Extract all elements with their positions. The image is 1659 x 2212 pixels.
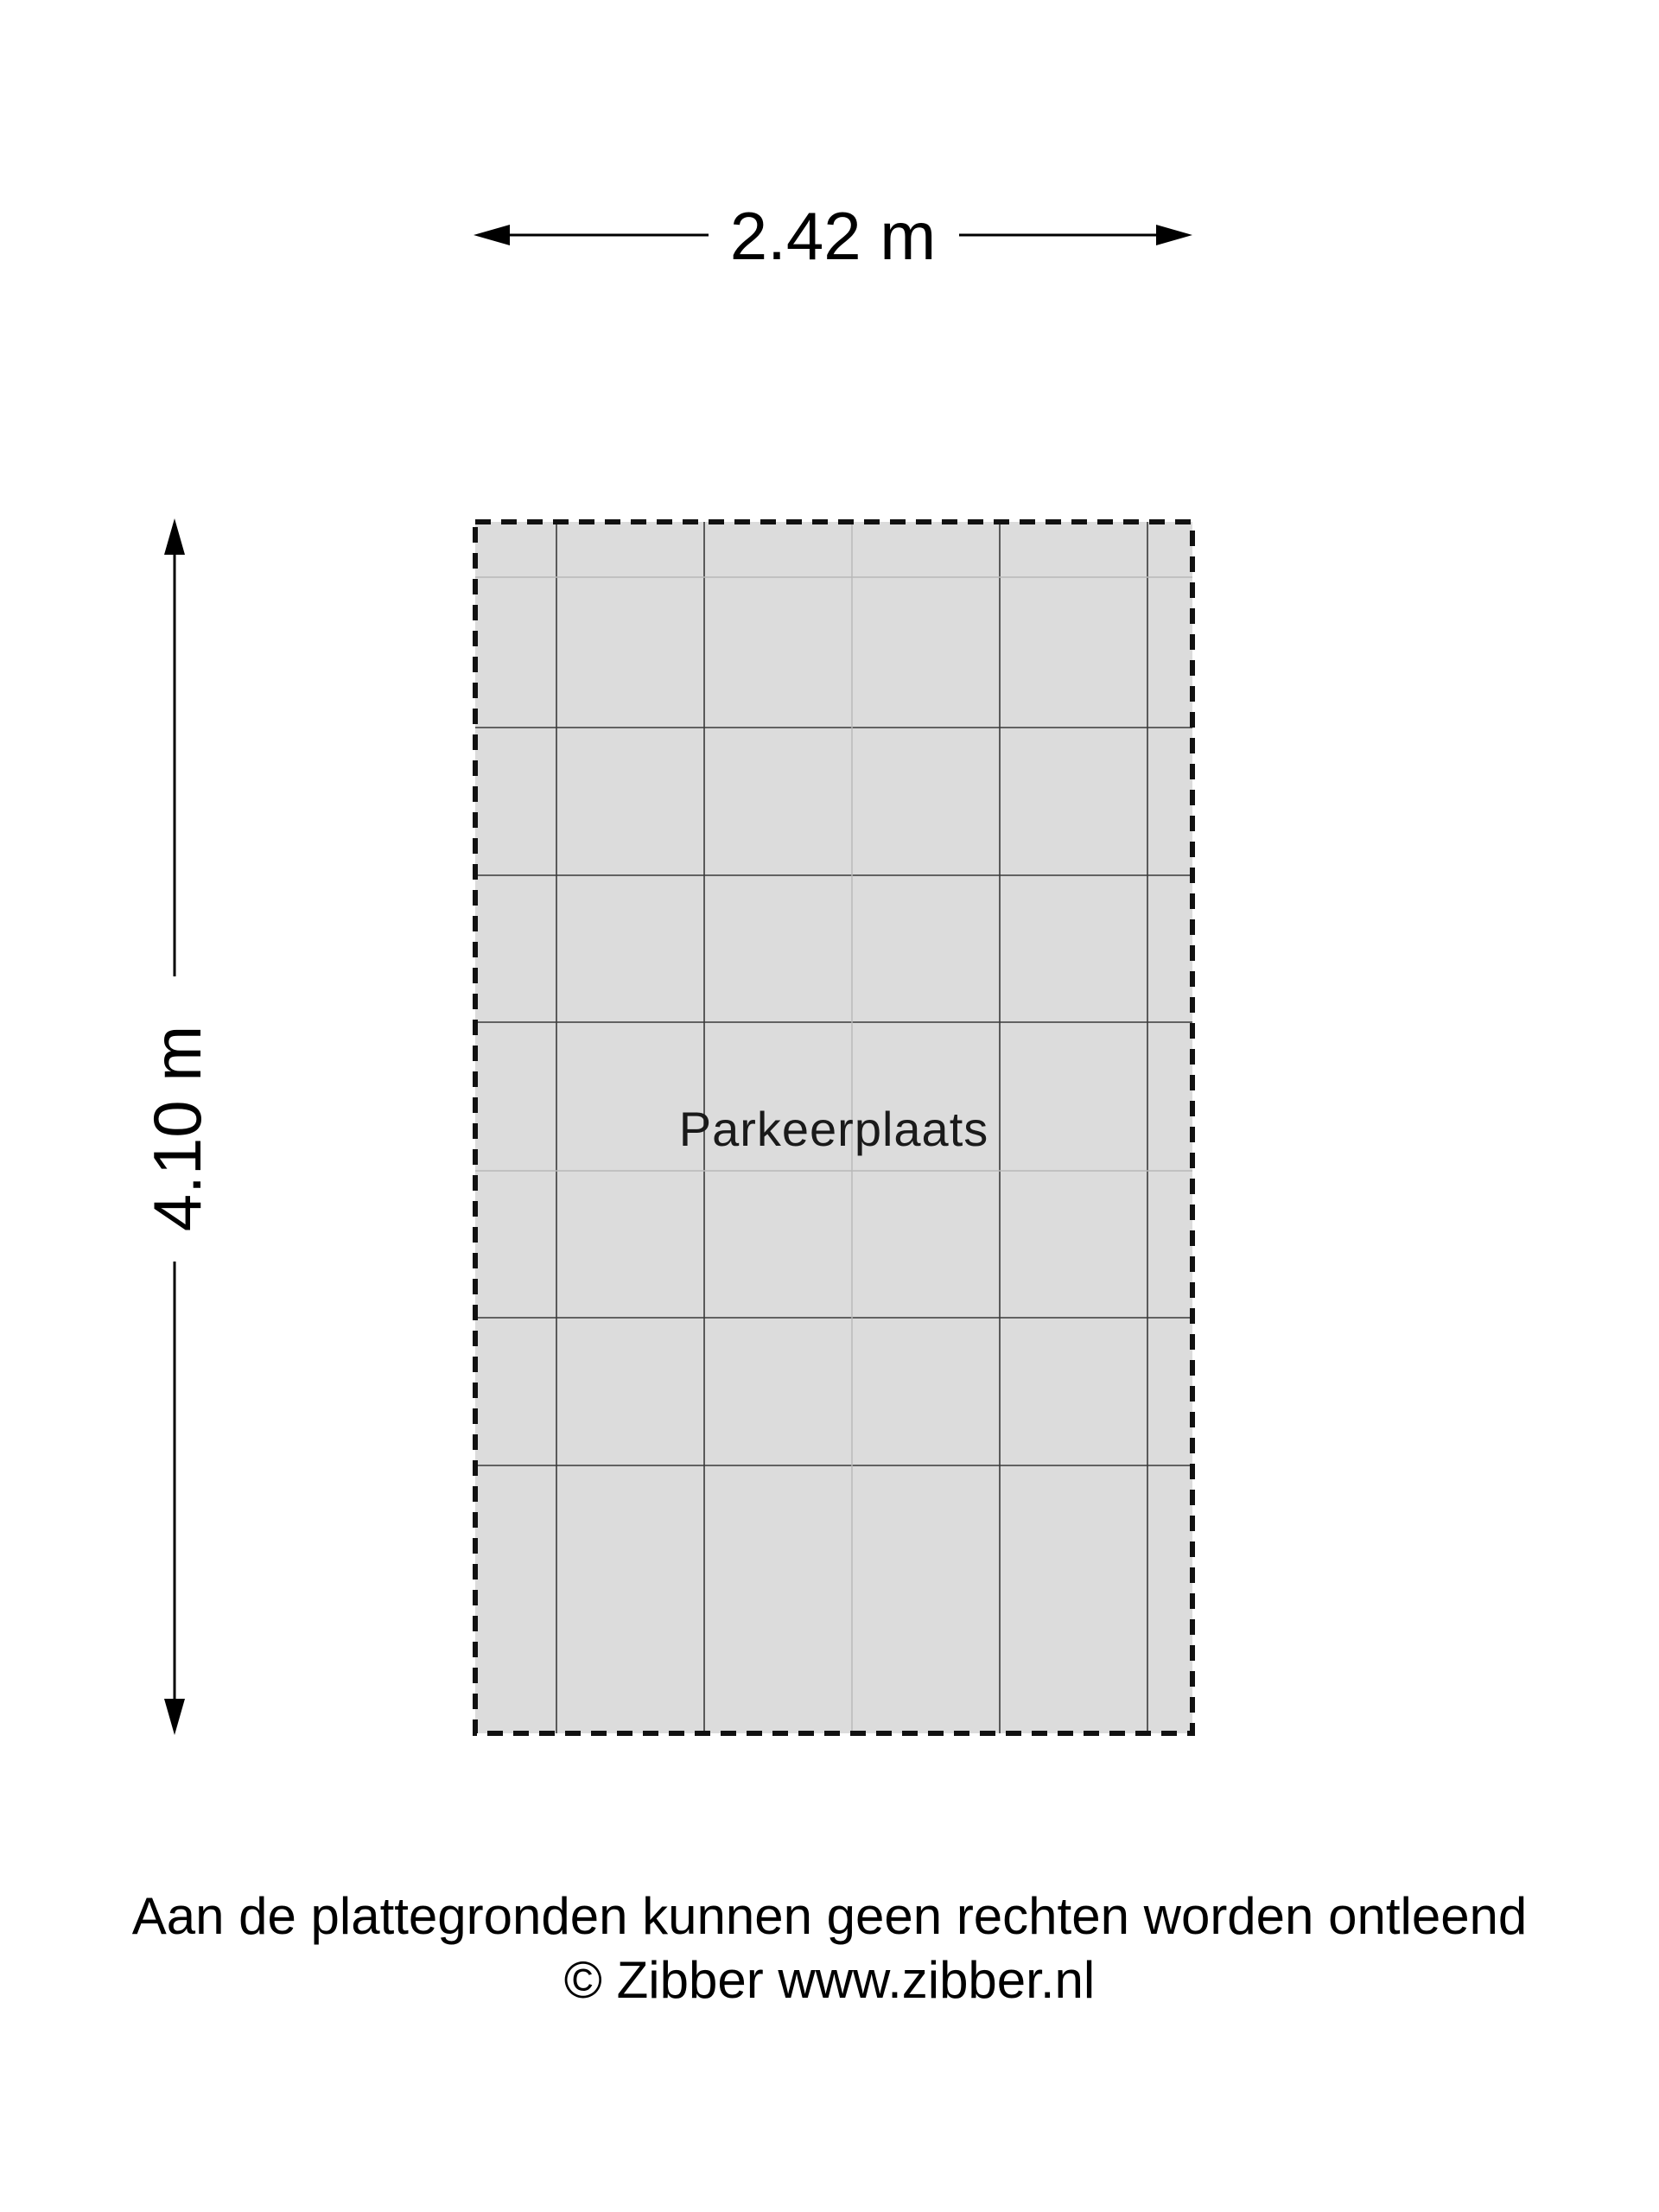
arrow-right-icon (1156, 225, 1192, 245)
footer-copyright: © Zibber www.zibber.nl (563, 1951, 1096, 2009)
height-dimension-label: 4.10 m (139, 1025, 215, 1232)
room-label: Parkeerplaats (678, 1102, 989, 1156)
arrow-up-icon (164, 518, 185, 555)
room-parkeerplaats (475, 522, 1192, 1733)
width-dimension (474, 198, 1192, 274)
footer-disclaimer: Aan de plattegronden kunnen geen rechten worden ontleend (131, 1887, 1528, 1945)
width-dimension-label: 2.42 m (729, 198, 937, 274)
arrow-down-icon (164, 1699, 185, 1735)
arrow-left-icon (474, 225, 510, 245)
height-dimension (139, 518, 215, 1735)
